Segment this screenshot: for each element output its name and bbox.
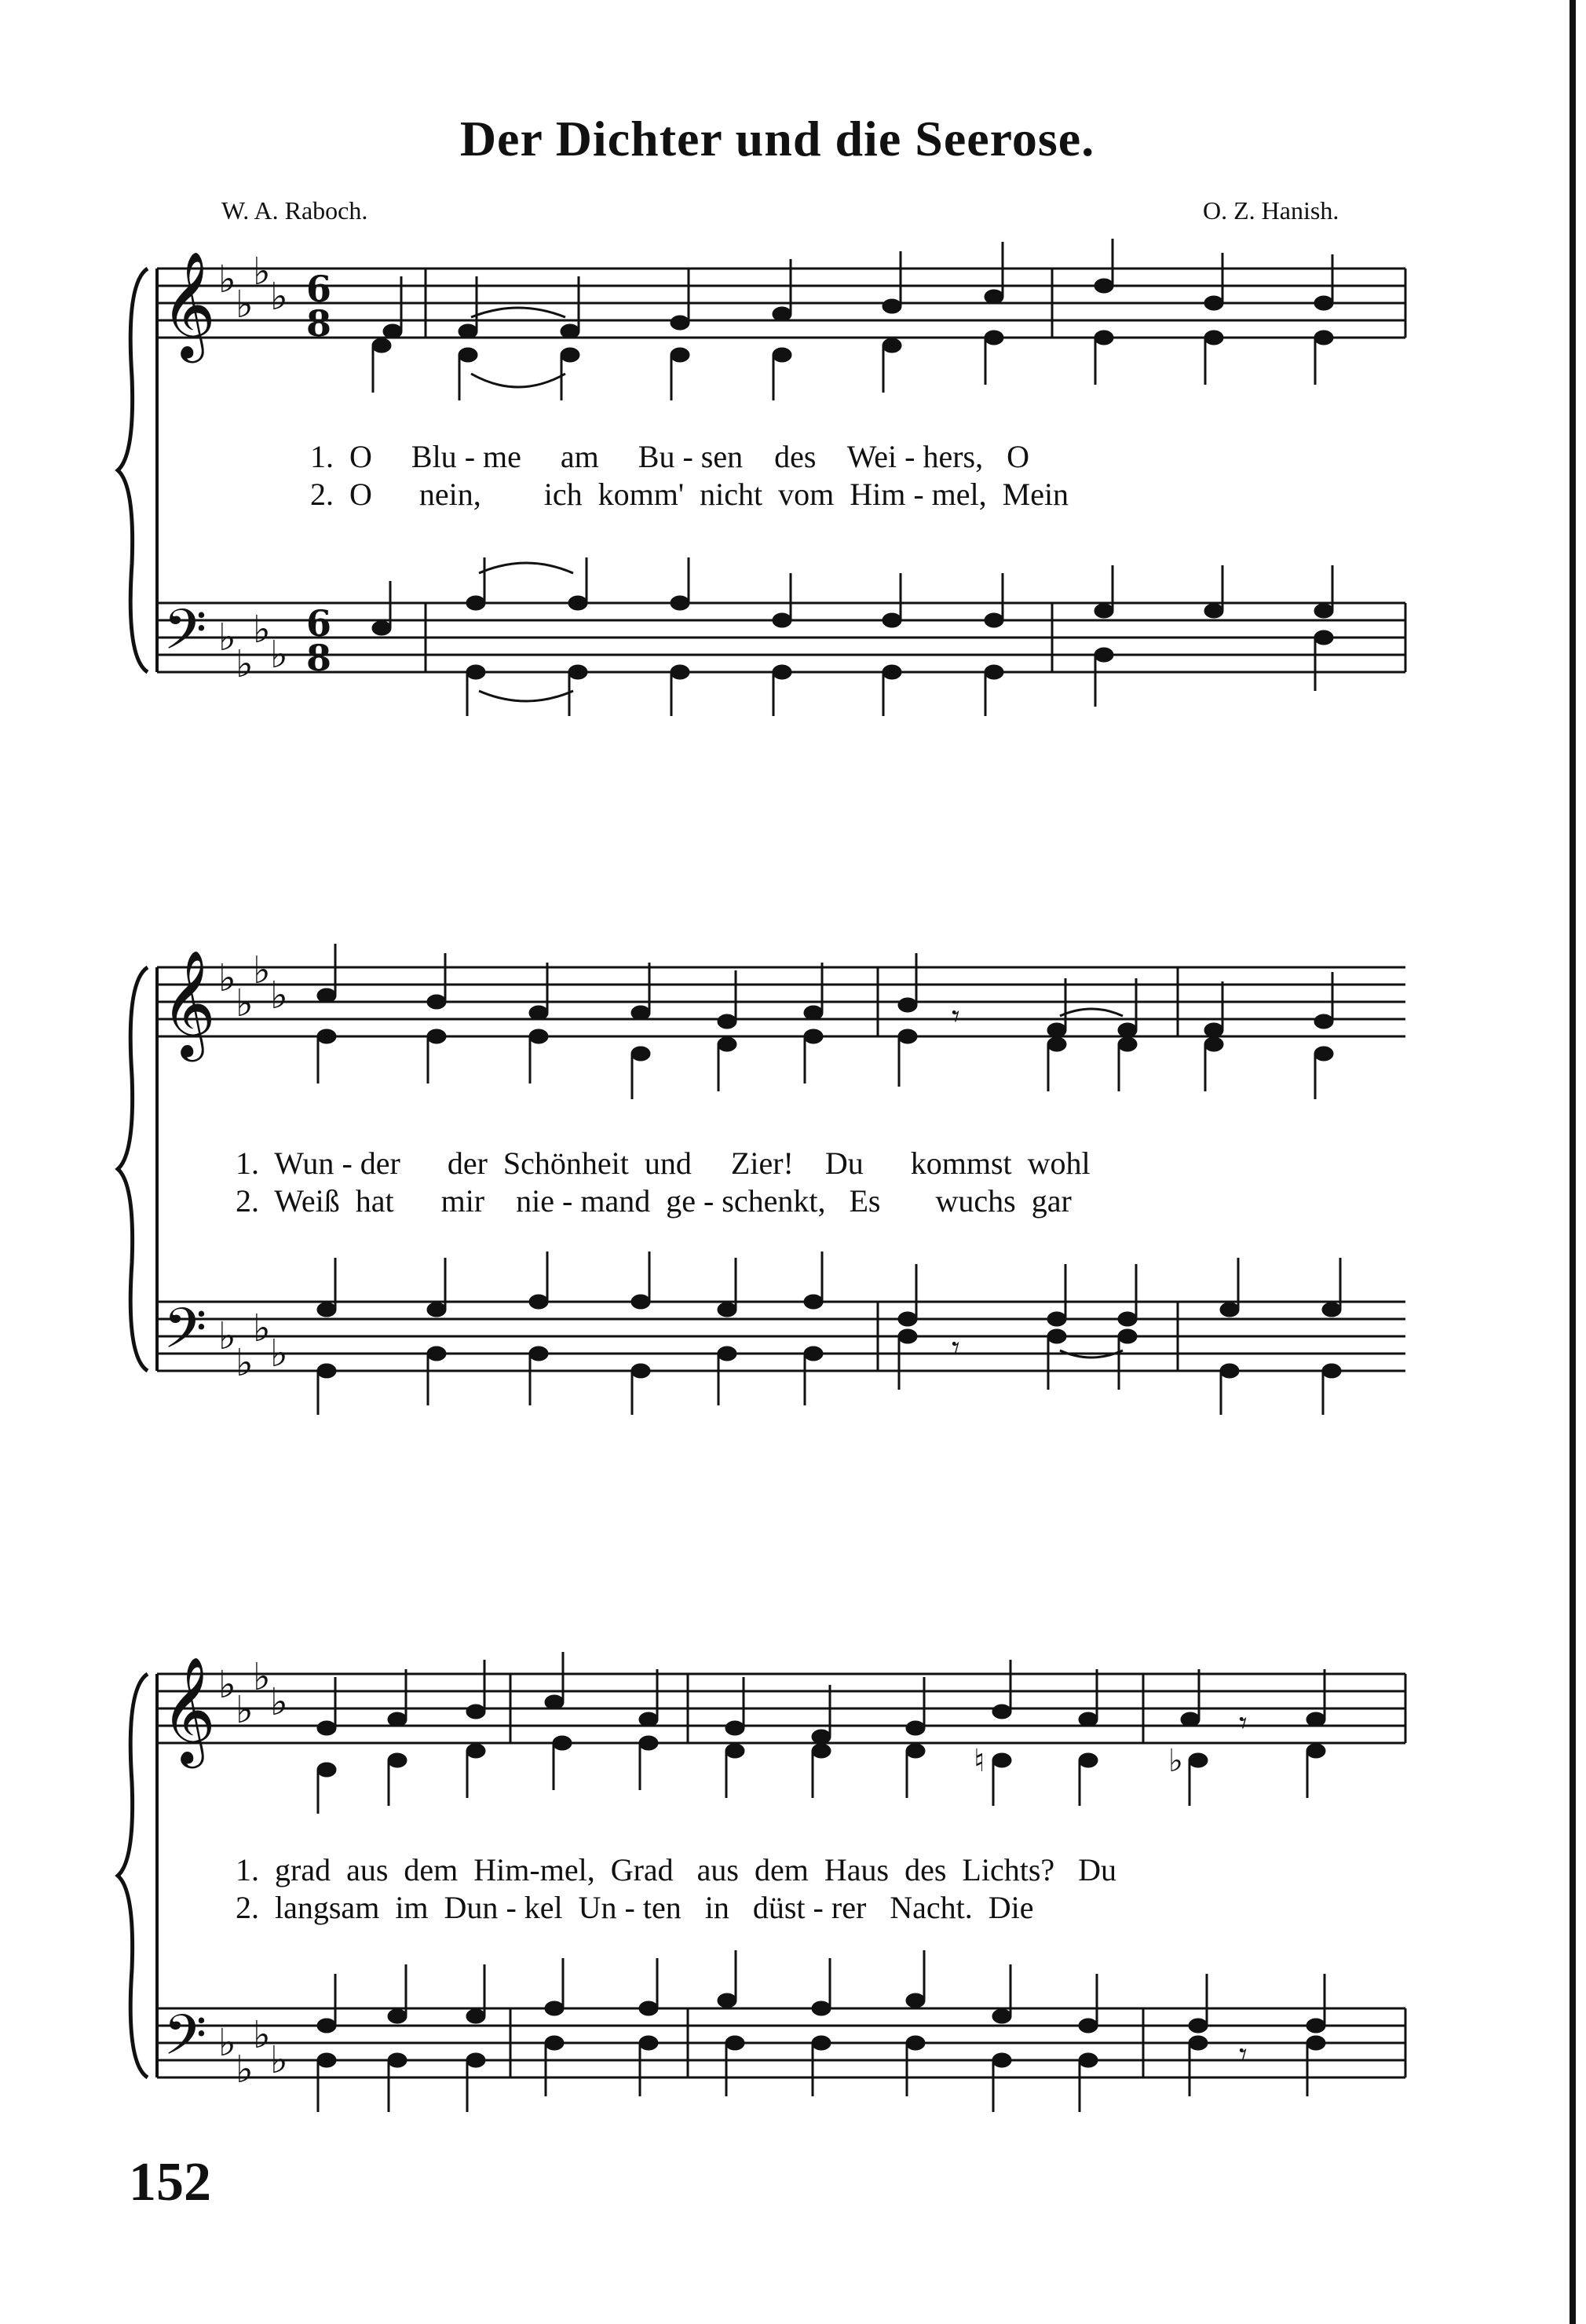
svg-text:8: 8 [305, 637, 332, 679]
svg-text:♭: ♭ [270, 275, 288, 319]
music-system-3 [0, 1641, 1586, 2128]
verse-1-line-3: 1. grad aus dem Him-mel, Grad aus dem Haus des Lichts? Du [236, 1852, 1117, 1887]
svg-text:♭: ♭ [218, 956, 236, 1000]
svg-text:♭: ♭ [253, 608, 271, 652]
svg-text:♭: ♭ [218, 1314, 236, 1358]
svg-text:𝄞: 𝄞 [161, 948, 216, 1057]
svg-text:𝄢: 𝄢 [163, 2003, 207, 2081]
svg-text:♭: ♭ [253, 1655, 271, 1699]
verse-2-line-2: 2. Weiß hat mir nie - mand ge - schenkt, Es wuchs gar [236, 1183, 1072, 1219]
page-number: 152 [129, 2152, 211, 2213]
svg-text:♭: ♭ [270, 1332, 288, 1376]
svg-text:𝄾: 𝄾 [1239, 2037, 1248, 2073]
svg-text:6: 6 [305, 268, 332, 310]
verse-2-line-1: 2. O nein, ich komm' nicht vom Him - mel, Mein [310, 477, 1069, 512]
svg-text:𝄾: 𝄾 [952, 1330, 960, 1366]
svg-text:8: 8 [305, 302, 332, 345]
svg-text:♭: ♭ [270, 974, 288, 1018]
svg-text:♭: ♭ [1168, 1743, 1183, 1779]
verse-2-line-3: 2. langsam im Dun - kel Un - ten in düst - rer Nacht. Die [236, 1890, 1034, 1925]
hymn-title: Der Dichter und die Seerose. [459, 111, 1095, 166]
svg-text:♭: ♭ [218, 1663, 236, 1707]
music-system-2 [0, 934, 1586, 1421]
svg-text:6: 6 [305, 602, 332, 645]
svg-text:♭: ♭ [218, 258, 236, 301]
svg-text:♭: ♭ [270, 2038, 288, 2082]
svg-text:♭: ♭ [236, 2048, 254, 2092]
verse-1-line-1: 1. O Blu - me am Bu - sen des Wei - hers, O [310, 439, 1029, 474]
svg-text:♭: ♭ [218, 616, 236, 660]
svg-text:♭: ♭ [218, 2021, 236, 2065]
svg-text:𝄞: 𝄞 [161, 250, 216, 358]
svg-text:♭: ♭ [270, 1680, 288, 1724]
svg-text:♭: ♭ [236, 283, 254, 327]
music-system-1 [0, 236, 1586, 722]
lyricist-credit: W. A. Raboch. [221, 196, 368, 225]
composer-credit: O. Z. Hanish. [1203, 196, 1339, 225]
svg-text:♭: ♭ [236, 642, 254, 686]
svg-text:♭: ♭ [253, 1306, 271, 1350]
svg-text:♭: ♭ [236, 1341, 254, 1385]
verse-1-line-2: 1. Wun - der der Schönheit und Zier! Du kommst wohl [236, 1146, 1091, 1181]
svg-text:♭: ♭ [270, 633, 288, 677]
svg-text:♭: ♭ [253, 250, 271, 294]
svg-text:𝄞: 𝄞 [161, 1655, 216, 1763]
svg-text:𝄾: 𝄾 [952, 999, 960, 1035]
svg-text:♭: ♭ [236, 1688, 254, 1732]
svg-text:♭: ♭ [253, 2013, 271, 2057]
svg-text:♭: ♭ [236, 981, 254, 1025]
svg-text:♮: ♮ [974, 1743, 985, 1779]
svg-text:♭: ♭ [253, 948, 271, 992]
svg-text:𝄾: 𝄾 [1239, 1705, 1248, 1741]
svg-text:𝄢: 𝄢 [163, 1296, 207, 1375]
svg-text:𝄢: 𝄢 [163, 597, 207, 676]
